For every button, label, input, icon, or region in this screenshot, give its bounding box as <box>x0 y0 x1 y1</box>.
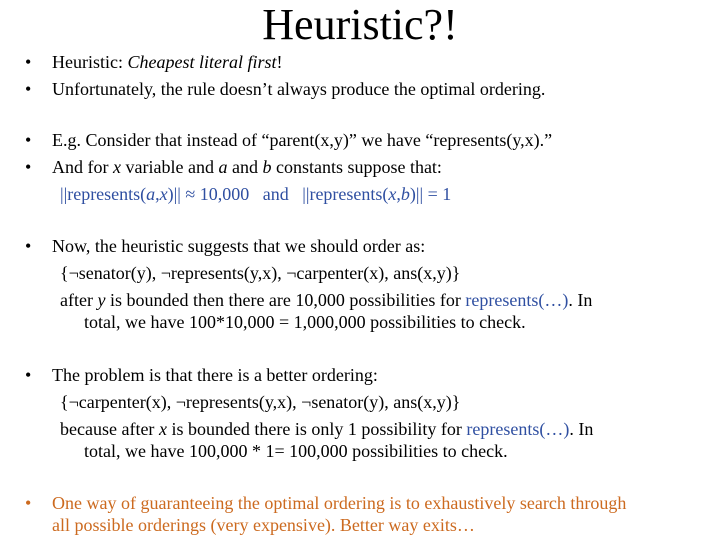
bullet-marker: • <box>25 52 32 72</box>
bullet-marker: • <box>25 79 32 99</box>
var-x: x <box>113 157 121 177</box>
slide-title: Heuristic?! <box>262 0 458 49</box>
text-fragment: . In <box>568 290 593 310</box>
text-fragment: And for <box>52 157 113 177</box>
bullet-example: E.g. Consider that instead of “parent(x,y)” we have “represents(y,x).” <box>52 130 553 150</box>
text-fragment: . In <box>569 419 594 439</box>
conclusion-line1: One way of guaranteeing the optimal ordering is to exhaustively search through <box>52 493 627 513</box>
heuristic-explanation-line2: total, we have 100*10,000 = 1,000,000 possibilities to check. <box>84 312 526 332</box>
text-fragment: is bounded there is only 1 possibility for <box>166 419 467 439</box>
bullet-heuristic-prefix: Heuristic: <box>52 52 128 72</box>
bullet-marker: • <box>25 130 32 150</box>
bullet-marker: • <box>25 493 32 513</box>
bullet-marker: • <box>25 365 32 385</box>
bullet-heuristic <box>52 51 283 73</box>
text-fragment: after <box>60 290 98 310</box>
var-x: x <box>388 184 397 204</box>
text-fragment: )|| ≈ 10,000 and ||represents( <box>167 184 389 204</box>
var-y: y <box>97 290 106 310</box>
text-fragment: , <box>155 184 160 204</box>
var-x: x <box>158 419 167 439</box>
const-a: a <box>218 157 228 177</box>
represents-term: represents(…) <box>465 290 569 310</box>
const-b: b <box>400 184 410 204</box>
bullet-heuristic-order: Now, the heuristic suggests that we should order as: <box>52 236 426 256</box>
text-fragment: , <box>396 184 401 204</box>
text-fragment: constants suppose that: <box>271 157 442 177</box>
text-fragment: variable and <box>121 157 219 177</box>
text-fragment: is bounded then there are 10,000 possibilities for <box>105 290 466 310</box>
bullet-marker: • <box>25 157 32 177</box>
conclusion-line2: all possible orderings (very expensive). Better way exits… <box>52 515 475 535</box>
var-x: x <box>159 184 168 204</box>
better-explanation-line1 <box>60 418 593 440</box>
cardinality-line <box>60 183 451 205</box>
text-fragment: ||represents( <box>60 184 147 204</box>
text-fragment: )|| = 1 <box>409 184 452 204</box>
text-fragment: because after <box>60 419 159 439</box>
represents-term: represents(…) <box>466 419 570 439</box>
bullet-marker: • <box>25 236 32 256</box>
const-b: b <box>262 157 272 177</box>
const-a: a <box>146 184 156 204</box>
text-fragment: and <box>227 157 263 177</box>
heuristic-explanation-line1 <box>60 289 592 311</box>
heuristic-ordering: {¬senator(y), ¬represents(y,x), ¬carpenter(x), ans(x,y)} <box>60 263 461 283</box>
bullet-heuristic-suffix: ! <box>276 52 283 72</box>
bullet-heuristic-emph: Cheapest literal first <box>127 52 277 72</box>
bullet-unfortunately: Unfortunately, the rule doesn’t always produce the optimal ordering. <box>52 79 546 99</box>
better-explanation-line2: total, we have 100,000 * 1= 100,000 possibilities to check. <box>84 441 508 461</box>
bullet-variables <box>52 156 442 178</box>
bullet-better-ordering: The problem is that there is a better ordering: <box>52 365 378 385</box>
better-ordering: {¬carpenter(x), ¬represents(y,x), ¬senator(y), ans(x,y)} <box>60 392 461 412</box>
